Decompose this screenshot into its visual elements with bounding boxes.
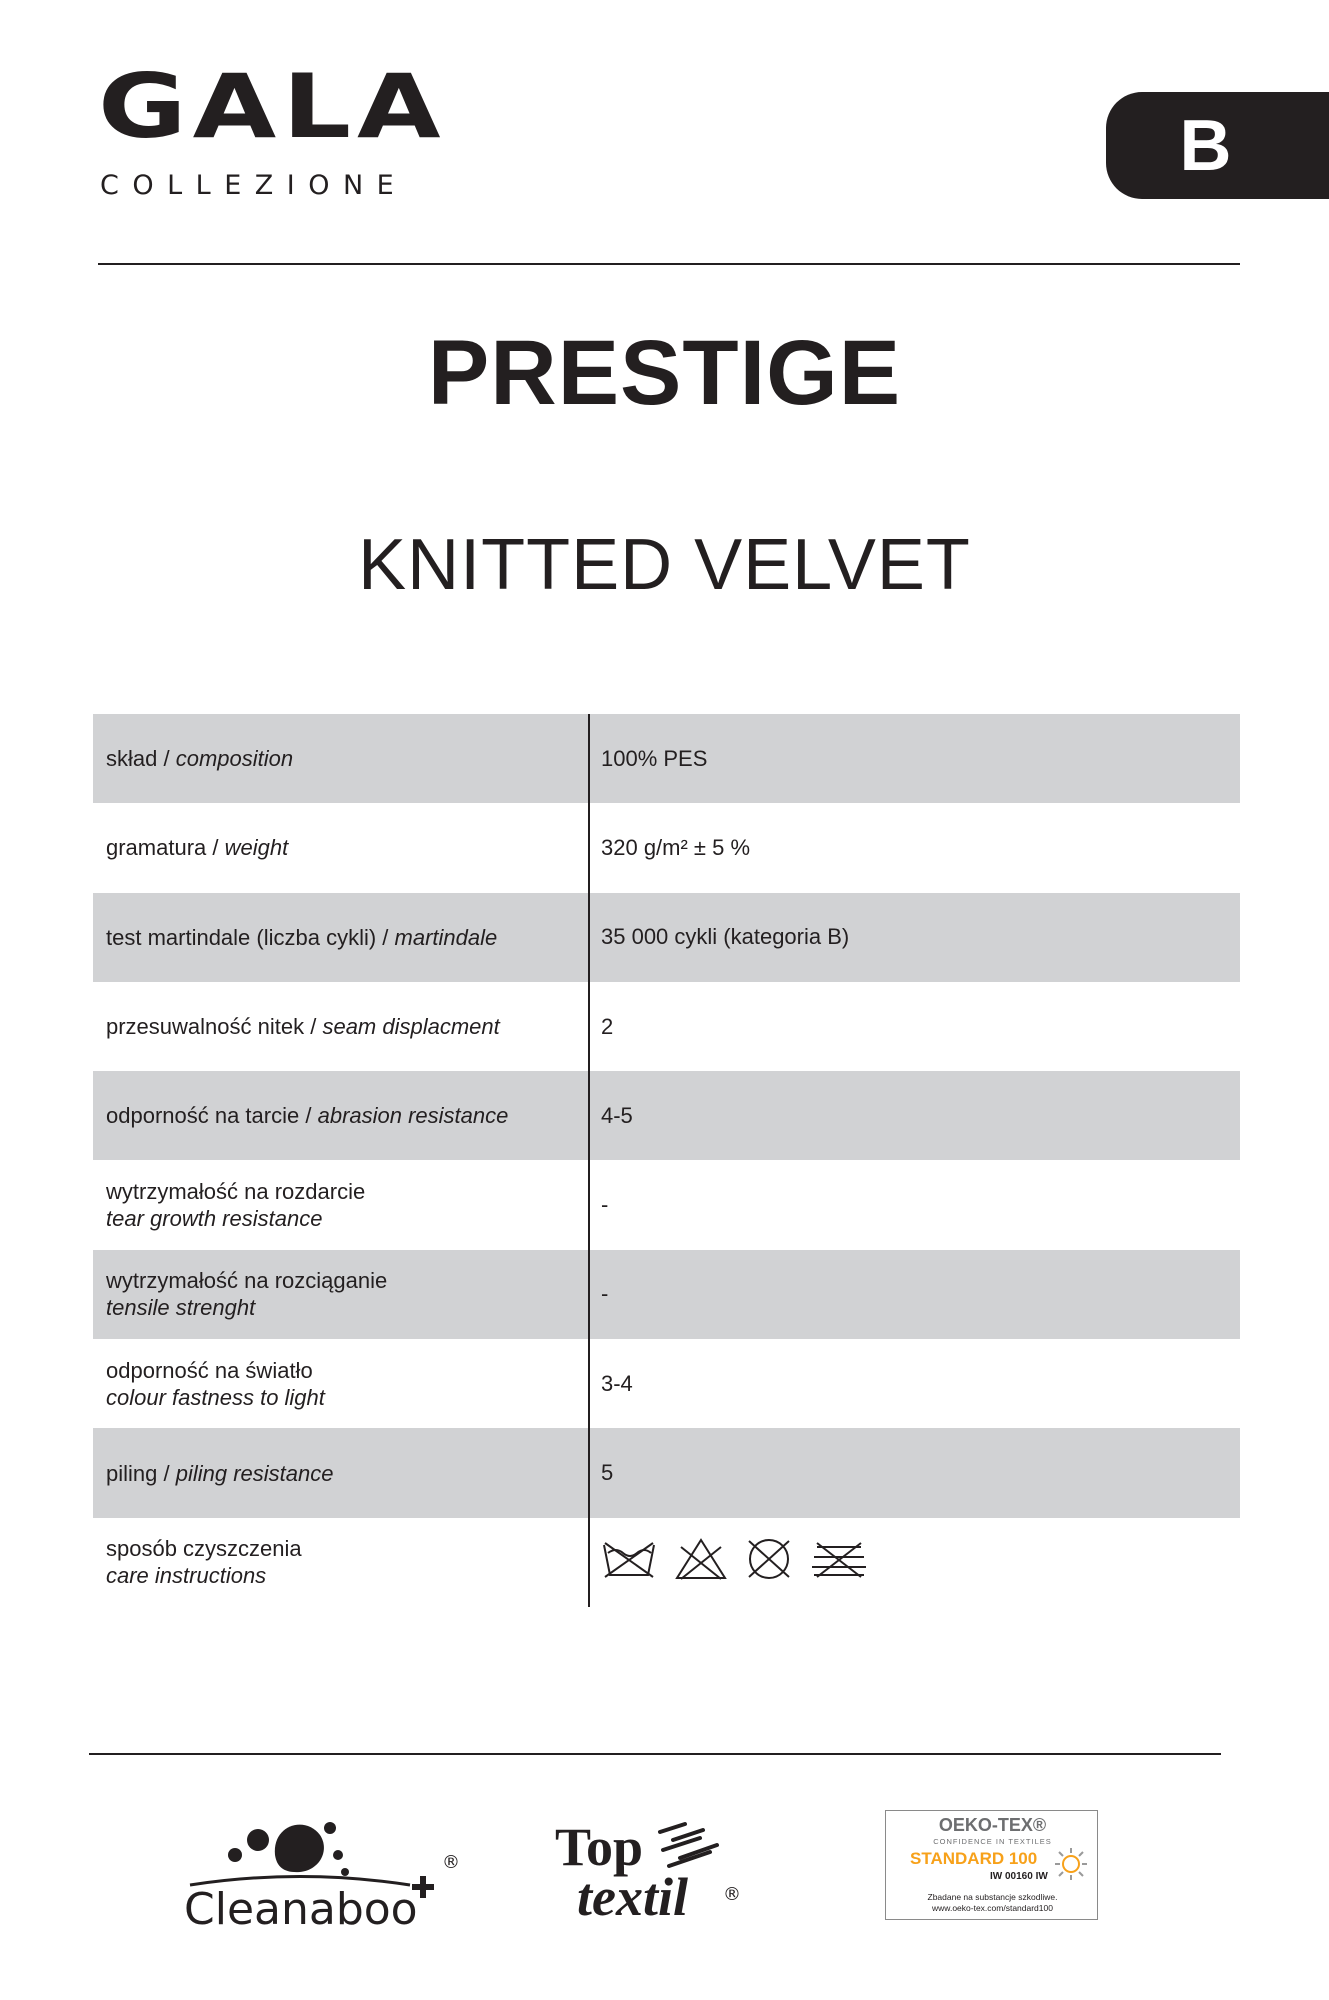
cleanaboo-logo	[180, 1800, 470, 1935]
spec-label	[93, 1428, 589, 1517]
spec-label-en: piling resistance	[175, 1460, 334, 1486]
spec-label-pl: przesuwalność nitek /	[106, 1014, 317, 1040]
spec-label	[93, 982, 589, 1071]
spec-value: -	[601, 1281, 609, 1307]
spec-label-pl: odporność na światło	[106, 1357, 313, 1383]
spec-table	[93, 714, 1240, 1607]
spec-value: 320 g/m² ± 5 %	[601, 834, 751, 860]
spec-label-pl: piling /	[106, 1460, 170, 1486]
spec-label	[93, 1071, 589, 1160]
oekotex-standard: STANDARD 100	[910, 1849, 1038, 1868]
spec-value: 2	[601, 1013, 614, 1039]
product-title: PRESTIGE	[427, 322, 902, 424]
no-iron-icon	[809, 1539, 869, 1585]
spec-label-en: seam displacment	[322, 1014, 500, 1040]
spec-label-pl: wytrzymałość na rozdarcie	[106, 1179, 366, 1205]
oekotex-note-line2: www.oeko-tex.com/standard100	[932, 1903, 1053, 1913]
spec-label-en: abrasion resistance	[317, 1103, 509, 1129]
spec-value: 100% PES	[601, 745, 708, 771]
oekotex-code: IW 00160 IW	[990, 1871, 1048, 1882]
spec-row	[93, 893, 1240, 982]
category-letter: B	[1179, 105, 1232, 186]
spec-label	[93, 714, 589, 803]
brand-logo: GALA	[98, 55, 447, 159]
spec-row	[93, 1160, 1240, 1249]
spec-row	[93, 714, 1240, 803]
spec-row	[93, 1518, 1240, 1607]
spec-value: 4-5	[601, 1102, 633, 1128]
spec-row	[93, 803, 1240, 892]
oekotex-label	[885, 1810, 1098, 1920]
spec-label-en: composition	[175, 746, 294, 772]
spec-label-en: martindale	[394, 924, 498, 950]
spec-label-en: care instructions	[106, 1563, 267, 1589]
spec-row	[93, 1250, 1240, 1339]
header-divider	[98, 263, 1240, 265]
category-badge	[1106, 92, 1329, 199]
toptextil-registered: ®	[723, 1884, 741, 1905]
toptextil-top-word: Top	[555, 1817, 644, 1877]
footer-divider	[89, 1753, 1221, 1755]
spec-label-pl: test martindale (liczba cykli) /	[106, 924, 389, 950]
no-wash-icon	[601, 1539, 657, 1585]
spec-row	[93, 982, 1240, 1071]
spec-label	[93, 893, 589, 982]
spec-label-pl: wytrzymałość na rozciąganie	[106, 1268, 388, 1294]
spec-value: 5	[601, 1460, 614, 1486]
spec-row	[93, 1071, 1240, 1160]
product-type: KNITTED VELVET	[358, 525, 971, 605]
spec-label	[93, 1160, 589, 1249]
spec-label	[93, 1339, 589, 1428]
oekotex-tagline: CONFIDENCE IN TEXTILES	[933, 1837, 1052, 1846]
spec-value: 3-4	[601, 1370, 633, 1396]
cleanaboo-registered: ®	[442, 1852, 460, 1873]
spec-label-pl: gramatura /	[106, 835, 219, 861]
oekotex-note	[886, 1892, 1099, 1914]
toptextil-textil-word: textil	[577, 1867, 688, 1927]
spec-label-en: colour fastness to light	[106, 1384, 325, 1410]
spec-label	[93, 1518, 589, 1607]
oekotex-note-line1: Zbadane na substancje szkodliwe.	[927, 1892, 1058, 1902]
brand-subtitle: COLLEZIONE	[100, 170, 408, 201]
spec-value: 35 000 cykli (kategoria B)	[601, 924, 850, 950]
oekotex-title: OEKO-TEX®	[938, 1815, 1047, 1835]
spec-label	[93, 803, 589, 892]
spec-row	[93, 1428, 1240, 1517]
spec-row	[93, 1339, 1240, 1428]
no-bleach-icon	[673, 1537, 729, 1587]
spec-label-en: tear growth resistance	[106, 1206, 323, 1232]
spec-label-en: tensile strenght	[106, 1295, 256, 1321]
toptextil-waves-icon	[655, 1820, 725, 1870]
spec-label-pl: odporność na tarcie /	[106, 1103, 312, 1129]
spec-value: -	[601, 1192, 609, 1218]
spec-label-en: weight	[224, 835, 289, 861]
spec-label	[93, 1250, 589, 1339]
cleanaboo-word: Cleanaboo	[184, 1884, 418, 1935]
toptextil-logo	[555, 1810, 745, 1930]
oekotex-sun-icon	[1054, 1847, 1088, 1881]
spec-value	[589, 1518, 1240, 1607]
table-column-divider	[588, 714, 590, 1607]
spec-label-pl: sposób czyszczenia	[106, 1536, 302, 1562]
spec-label-pl: skład /	[106, 746, 170, 772]
care-icons	[601, 1537, 869, 1587]
no-tumble-dry-icon	[745, 1537, 793, 1587]
